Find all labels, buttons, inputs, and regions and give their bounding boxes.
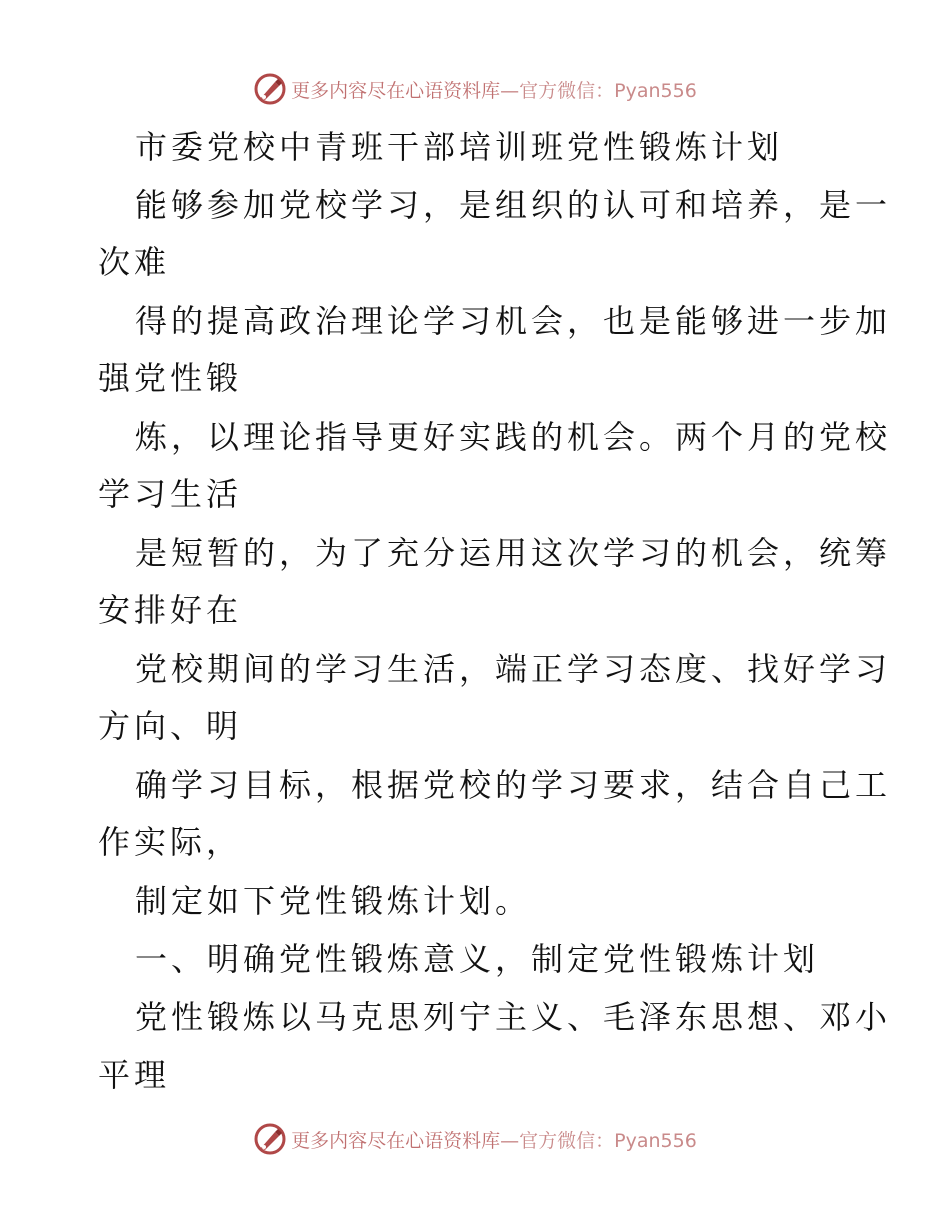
paragraph-line: 学习生活 — [98, 475, 243, 513]
paragraph-line: 作实际， — [98, 823, 243, 861]
paragraph-line: 能够参加党校学习，是组织的认可和培养，是一 — [135, 186, 892, 224]
paragraph-line: 党性锻炼以马克思列宁主义、毛泽东思想、邓小 — [135, 998, 892, 1036]
pen-logo-icon — [253, 1122, 287, 1156]
watermark-main-text: 更多内容尽在心语资料库 — [291, 1129, 501, 1152]
paragraph-line: 方向、明 — [98, 707, 243, 745]
watermark-wechat-text: —官方微信：Pyan556 — [500, 1129, 697, 1152]
footer-watermark — [0, 1122, 950, 1156]
paragraph-line: 制定如下党性锻炼计划。 — [135, 882, 532, 920]
paragraph-line: 安排好在 — [98, 591, 243, 629]
section-heading: 一、明确党性锻炼意义，制定党性锻炼计划 — [135, 940, 820, 978]
watermark-wechat-text: —官方微信：Pyan556 — [500, 79, 697, 102]
paragraph-line: 党校期间的学习生活，端正学习态度、找好学习 — [135, 650, 892, 688]
paragraph-line: 强党性锻 — [98, 359, 243, 397]
header-watermark — [0, 72, 950, 106]
paragraph-line: 得的提高政治理论学习机会，也是能够进一步加 — [135, 302, 892, 340]
paragraph-line: 平理 — [98, 1056, 171, 1094]
watermark-main-text: 更多内容尽在心语资料库 — [291, 79, 501, 102]
paragraph-line: 是短暂的，为了充分运用这次学习的机会，统筹 — [135, 534, 892, 572]
paragraph-line: 确学习目标，根据党校的学习要求，结合自己工 — [135, 766, 892, 804]
document-title: 市委党校中青班干部培训班党性锻炼计划 — [135, 128, 784, 166]
paragraph-line: 次难 — [98, 243, 171, 281]
paragraph-line: 炼，以理论指导更好实践的机会。两个月的党校 — [135, 418, 892, 456]
pen-logo-icon — [253, 72, 287, 106]
